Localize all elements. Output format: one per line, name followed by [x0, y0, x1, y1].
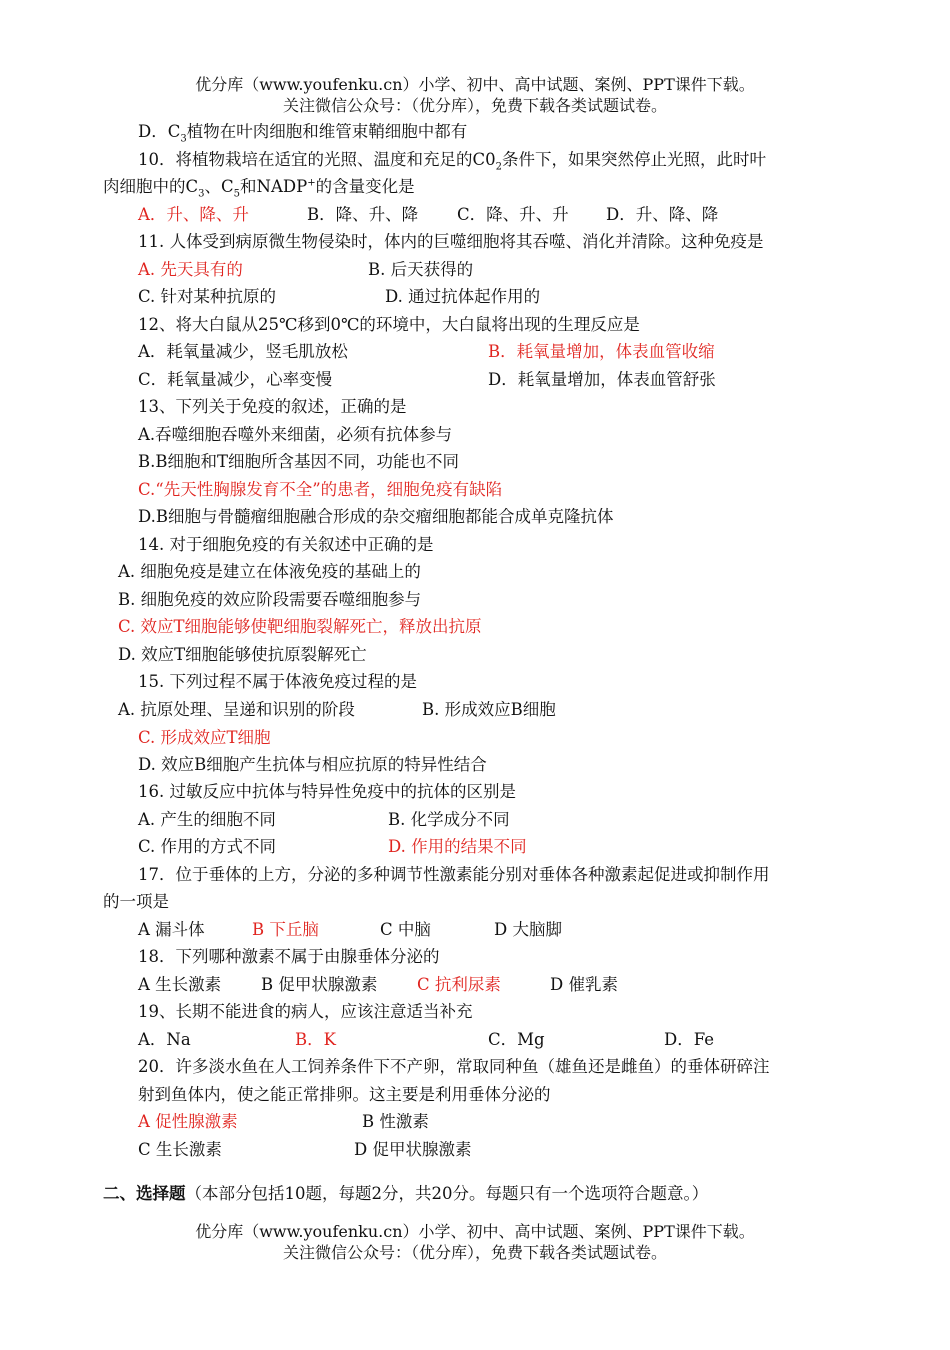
q10-option-d: D．升、降、降 — [606, 205, 719, 224]
q19-option-d: D．Fe — [664, 1030, 715, 1049]
section2-heading — [103, 1183, 708, 1205]
q19-stem: 19、长期不能进食的病人，应该注意适当补充 — [138, 1002, 473, 1021]
q17-option-a: A 漏斗体 — [138, 920, 205, 939]
q18-stem: 18．下列哪种激素不属于由腺垂体分泌的 — [138, 947, 440, 966]
q13-option-b: B.B细胞和T细胞所含基因不同，功能也不同 — [138, 452, 460, 471]
q10-stem: 10．将植物栽培在适宜的光照、温度和充足的$C0_2$条件下，如果突然停止光照，此时叶 — [138, 150, 766, 173]
q10-option-c: C．降、升、升 — [457, 205, 569, 224]
q13-stem: 13、下列关于免疫的叙述，正确的是 — [138, 397, 407, 416]
q20-option-c: C 生长激素 — [138, 1140, 222, 1159]
q16-option-d: D. 作用的结果不同 — [388, 837, 527, 856]
q14-option-b: B. 细胞免疫的效应阶段需要吞噬细胞参与 — [118, 590, 422, 609]
q12-option-a: A．耗氧量减少，竖毛肌放松 — [138, 342, 348, 361]
q19-option-c: C．Mg — [488, 1030, 545, 1049]
q17-stem: 17．位于垂体的上方，分泌的多种调节性激素能分别对垂体各种激素起促进或抑制作用 — [138, 865, 770, 884]
q13-option-d: D.B细胞与骨髓瘤细胞融合形成的杂交瘤细胞都能合成单克隆抗体 — [138, 507, 614, 526]
page-header-line2: 关注微信公众号：（优分库），免费下载各类试题试卷。 — [282, 96, 667, 115]
q19-option-b: B．K — [295, 1030, 336, 1049]
q17-option-c: C 中脑 — [380, 920, 431, 939]
q11-option-b: B. 后天获得的 — [368, 260, 474, 279]
q11-option-c: C. 针对某种抗原的 — [138, 287, 277, 306]
q10-option-a: A．升、降、升 — [138, 205, 249, 224]
page-footer-line1: 优分库（www.youfenku.cn）小学、初中、高中试题、案例、PPT课件下载。 — [195, 1222, 755, 1241]
q11-option-d: D. 通过抗体起作用的 — [385, 287, 541, 306]
q14-option-c: C. 效应T细胞能够使靶细胞裂解死亡，释放出抗原 — [118, 617, 482, 636]
q15-option-c: C. 形成效应T细胞 — [138, 728, 271, 747]
q12-option-b: B．耗氧量增加，体表血管收缩 — [488, 342, 715, 361]
q14-stem: 14. 对于细胞免疫的有关叙述中正确的是 — [138, 535, 434, 554]
q16-stem: 16. 过敏反应中抗体与特异性免疫中的抗体的区别是 — [138, 782, 516, 801]
q17-stem-cont: 的一项是 — [103, 892, 169, 911]
q18-option-a: A 生长激素 — [138, 975, 222, 994]
q11-option-a: A. 先天具有的 — [138, 260, 243, 279]
page-header-line1: 优分库（www.youfenku.cn）小学、初中、高中试题、案例、PPT课件下载。 — [195, 75, 755, 94]
q15-option-a: A. 抗原处理、呈递和识别的阶段 — [118, 700, 355, 719]
q12-option-d: D．耗氧量增加，体表血管舒张 — [488, 370, 716, 389]
q20-option-a: A 促性腺激素 — [138, 1112, 238, 1131]
q10-stem-cont: 肉细胞中的$C_3$、$C_5$和NADP+的含量变化是 — [103, 177, 415, 200]
q18-option-b: B 促甲状腺激素 — [261, 975, 378, 994]
q12-stem: 12、将大白鼠从25℃移到0℃的环境中，大白鼠将出现的生理反应是 — [138, 315, 640, 334]
q16-option-b: B. 化学成分不同 — [388, 810, 510, 829]
q12-option-c: C．耗氧量减少，心率变慢 — [138, 370, 333, 389]
q13-option-a: A.吞噬细胞吞噬外来细菌，必须有抗体参与 — [138, 425, 453, 444]
q15-option-d: D. 效应B细胞产生抗体与相应抗原的特异性结合 — [138, 755, 487, 774]
q13-option-c: C.“先天性胸腺发育不全”的患者，细胞免疫有缺陷 — [138, 480, 503, 499]
q14-option-a: A. 细胞免疫是建立在体液免疫的基础上的 — [118, 562, 421, 581]
q18-option-d: D 催乳素 — [550, 975, 618, 994]
q18-option-c: C 抗利尿素 — [417, 975, 501, 994]
q9-option-d: D．$C_3$植物在叶肉细胞和维管束鞘细胞中都有 — [138, 122, 468, 145]
q17-option-b: B 下丘脑 — [252, 920, 319, 939]
q15-option-b: B. 形成效应B细胞 — [422, 700, 556, 719]
q15-stem: 15. 下列过程不属于体液免疫过程的是 — [138, 672, 417, 691]
q16-option-c: C. 作用的方式不同 — [138, 837, 277, 856]
page-footer-line2: 关注微信公众号：（优分库），免费下载各类试题试卷。 — [282, 1243, 667, 1262]
section2-desc: （本部分包括10题，每题2分，共20分。每题只有一个选项符合题意。） — [185, 1184, 709, 1203]
q14-option-d: D. 效应T细胞能够使抗原裂解死亡 — [118, 645, 367, 664]
q20-option-d: D 促甲状腺激素 — [354, 1140, 472, 1159]
q19-option-a: A．Na — [138, 1030, 191, 1049]
q17-option-d: D 大脑脚 — [494, 920, 562, 939]
q20-stem: 20．许多淡水鱼在人工饲养条件下不产卵，常取同种鱼（雄鱼还是雌鱼）的垂体研碎注 — [138, 1057, 770, 1076]
q11-stem: 11. 人体受到病原微生物侵染时，体内的巨噬细胞将其吞噬、消化并清除。这种免疫是 — [138, 232, 764, 251]
q20-option-b: B 性激素 — [362, 1112, 429, 1131]
q10-option-b: B．降、升、降 — [307, 205, 419, 224]
q16-option-a: A. 产生的细胞不同 — [138, 810, 276, 829]
q20-stem-cont: 射到鱼体内，使之能正常排卵。这主要是利用垂体分泌的 — [138, 1085, 551, 1104]
section2-title: 二、选择题 — [103, 1184, 186, 1203]
